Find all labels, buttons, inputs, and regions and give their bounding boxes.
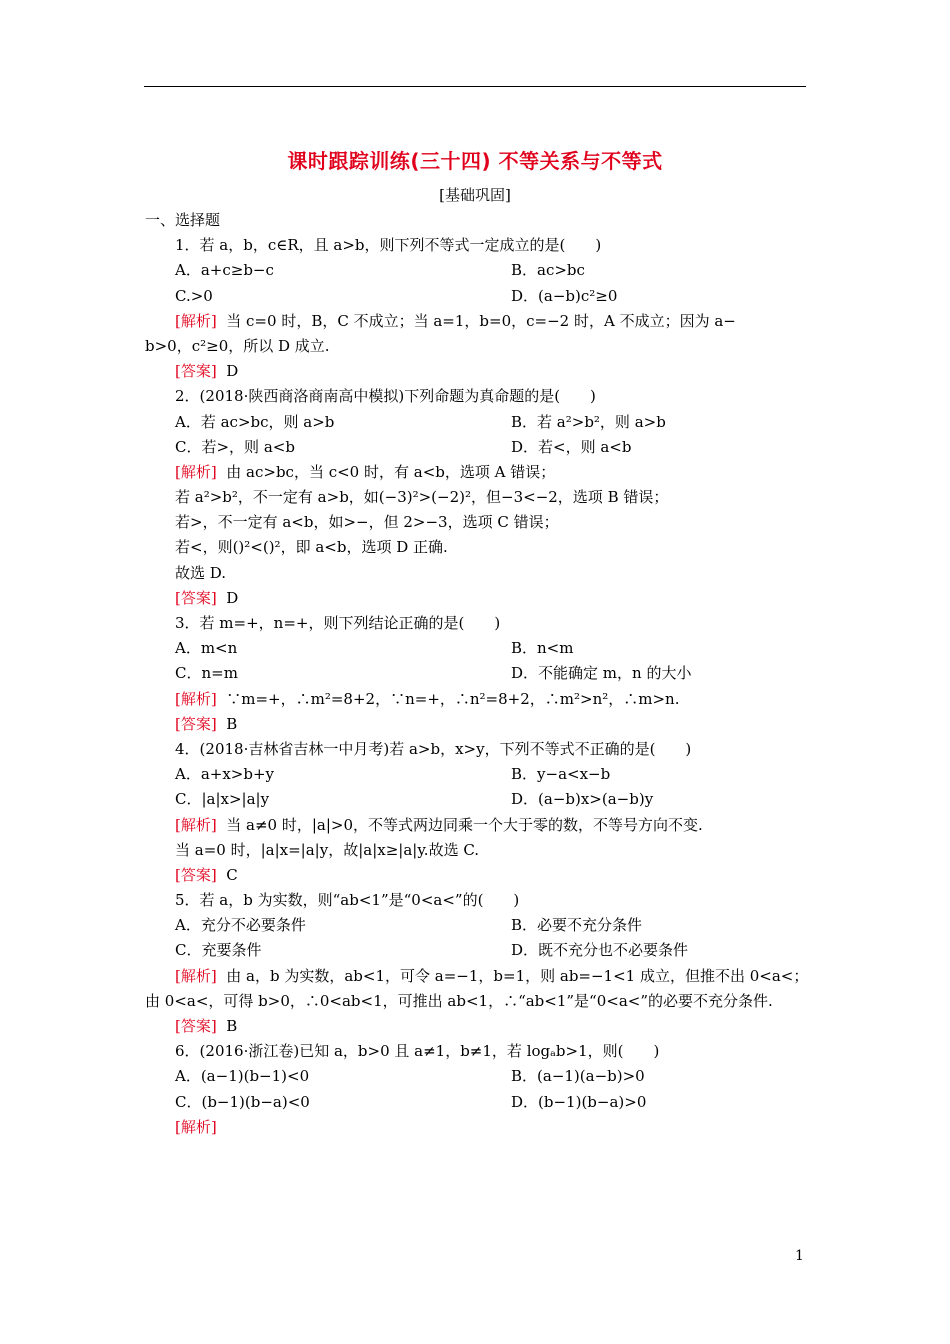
q3-stem: 3．若 m=+，n=+，则下列结论正确的是( )	[175, 614, 501, 632]
q5-analysis-cont: 由 0<a<，可得 b>0，∴0<ab<1，可推出 ab<1，∴“ab<1”是“0<a<”的必要不充分条件.	[145, 991, 773, 1010]
answer-tag: [答案]	[175, 865, 217, 884]
q3-analysis-line	[145, 687, 807, 712]
q2-stem: 2．(2018·陕西商洛商南高中模拟)下列命题为真命题的是( )	[175, 387, 596, 406]
q4-option-c: C．|a|x>|a|y	[175, 790, 270, 809]
q2-analysis-line	[145, 460, 807, 485]
q3-analysis-text: ∵m=+，∴m²=8+2，∵n=+，∴n²=8+2，∴m²>n²，∴m>n.	[226, 689, 680, 708]
q5-answer: B	[226, 1017, 238, 1035]
q5-option-c: C．充要条件	[175, 941, 262, 960]
q2-analysis-cont-3: 若<，则()²<()²，即 a<b，选项 D 正确.	[175, 538, 448, 557]
page-title: 课时跟踪训练(三十四) 不等关系与不等式	[287, 149, 663, 173]
analysis-tag: [解析]	[175, 815, 217, 834]
q2-option-d: D．若<，则 a<b	[511, 437, 632, 456]
q3-answer: B	[226, 714, 238, 733]
q1-option-a: A．a+c≥b−c	[175, 261, 274, 280]
analysis-tag: [解析]	[175, 966, 217, 985]
q3-option-a: A．m<n	[175, 639, 238, 658]
q4-analysis-text: 当 a≠0 时，|a|>0，不等式两边同乘一个大于零的数，不等号方向不变.	[226, 815, 703, 834]
exercise-content	[145, 208, 807, 1140]
q3-option-c: C．n=m	[175, 664, 238, 683]
q5-answer-line	[145, 1014, 807, 1039]
q2-analysis-cont-1: 若 a²>b²，不一定有 a>b，如(−3)²>(−2)²，但−3<−2，选项 B 错误；	[175, 488, 669, 507]
section-heading: 一、选择题	[145, 211, 221, 229]
q4-option-b: B．y−a<x−b	[511, 765, 611, 784]
q3-option-d: D．不能确定 m，n 的大小	[511, 664, 692, 683]
answer-tag: [答案]	[175, 714, 217, 733]
q1-analysis-line	[145, 309, 807, 334]
q6-option-c: C．(b−1)(b−a)<0	[175, 1092, 310, 1111]
q6-option-a: A．(a−1)(b−1)<0	[175, 1067, 310, 1086]
q4-analysis-line	[145, 813, 807, 838]
q2-analysis-text: 由 ac>bc，当 c<0 时，有 a<b，选项 A 错误；	[226, 462, 556, 481]
q6-options-row-1	[145, 1064, 807, 1089]
q1-answer-line	[145, 359, 807, 384]
q2-option-b: B．若 a²>b²，则 a>b	[511, 412, 666, 431]
q6-option-d: D．(b−1)(b−a)>0	[511, 1092, 647, 1111]
q6-options-row-2	[145, 1090, 807, 1115]
analysis-tag: [解析]	[175, 689, 217, 708]
q5-stem: 5．若 a，b 为实数，则“ab<1”是“0<a<”的( )	[175, 891, 520, 910]
q4-stem: 4．(2018·吉林省吉林一中月考)若 a>b，x>y，下列不等式不正确的是( )	[175, 739, 692, 758]
q6-analysis-line	[145, 1115, 807, 1140]
q4-option-d: D．(a−b)x>(a−b)y	[511, 790, 654, 809]
q5-options-row-1	[145, 913, 807, 938]
q5-analysis-text: 由 a，b 为实数，ab<1，可令 a=−1，b=1，则 ab=−1<1 成立，但推不出 0<a<；	[226, 966, 809, 985]
q5-option-b: B．必要不充分条件	[511, 916, 643, 935]
q4-answer: C	[226, 865, 238, 884]
analysis-tag: [解析]	[175, 311, 217, 330]
q1-option-b: B．ac>bc	[511, 261, 585, 280]
answer-tag: [答案]	[175, 362, 217, 381]
q2-option-c: C．若>，则 a<b	[175, 437, 295, 456]
q5-option-a: A．充分不必要条件	[175, 916, 306, 935]
q3-answer-line	[145, 712, 807, 737]
q1-analysis-text: 当 c=0 时，B，C 不成立；当 a=1，b=0，c=−2 时，A 不成立；因为 a−	[226, 311, 736, 330]
q6-option-b: B．(a−1)(a−b)>0	[511, 1067, 645, 1086]
analysis-tag: [解析]	[175, 1117, 217, 1136]
answer-tag: [答案]	[175, 588, 217, 607]
q1-answer: D	[226, 362, 239, 381]
q3-options-row-1	[145, 636, 807, 661]
q1-option-d: D．(a−b)c²≥0	[511, 286, 618, 305]
q2-options-row-2	[145, 435, 807, 460]
q5-analysis-line	[145, 964, 807, 989]
q3-option-b: B．n<m	[511, 639, 574, 658]
analysis-tag: [解析]	[175, 462, 217, 481]
q4-options-row-1	[145, 762, 807, 787]
q5-option-d: D．既不充分也不必要条件	[511, 941, 689, 960]
q2-answer-line	[145, 586, 807, 611]
q6-stem: 6．(2016·浙江卷)已知 a，b>0 且 a≠1，b≠1，若 logₐb>1，则( )	[175, 1042, 660, 1061]
q2-option-a: A．若 ac>bc，则 a>b	[175, 412, 335, 431]
header-rule	[144, 86, 806, 87]
q1-option-c: C.>0	[175, 286, 213, 305]
q1-options-row-2	[145, 284, 807, 309]
q2-analysis-cont-2: 若>，不一定有 a<b，如>−，但 2>−3，选项 C 错误；	[175, 513, 559, 532]
page-subtitle: [基础巩固]	[439, 186, 511, 204]
q5-options-row-2	[145, 938, 807, 963]
q2-options-row-1	[145, 410, 807, 435]
q2-answer: D	[226, 588, 239, 607]
q3-options-row-2	[145, 661, 807, 686]
q4-answer-line	[145, 863, 807, 888]
page-number: 1	[795, 1248, 804, 1264]
q4-options-row-2	[145, 787, 807, 812]
q2-analysis-cont-4: 故选 D.	[175, 563, 227, 582]
q1-analysis-cont: b>0，c²≥0，所以 D 成立.	[145, 336, 330, 355]
q4-option-a: A．a+x>b+y	[175, 765, 275, 784]
q1-stem: 1．若 a，b，c∈R，且 a>b，则下列不等式一定成立的是( )	[175, 236, 602, 255]
q1-options-row-1	[145, 258, 807, 283]
q4-analysis-cont: 当 a=0 时，|a|x=|a|y，故|a|x≥|a|y.故选 C.	[175, 840, 480, 859]
answer-tag: [答案]	[175, 1017, 217, 1035]
